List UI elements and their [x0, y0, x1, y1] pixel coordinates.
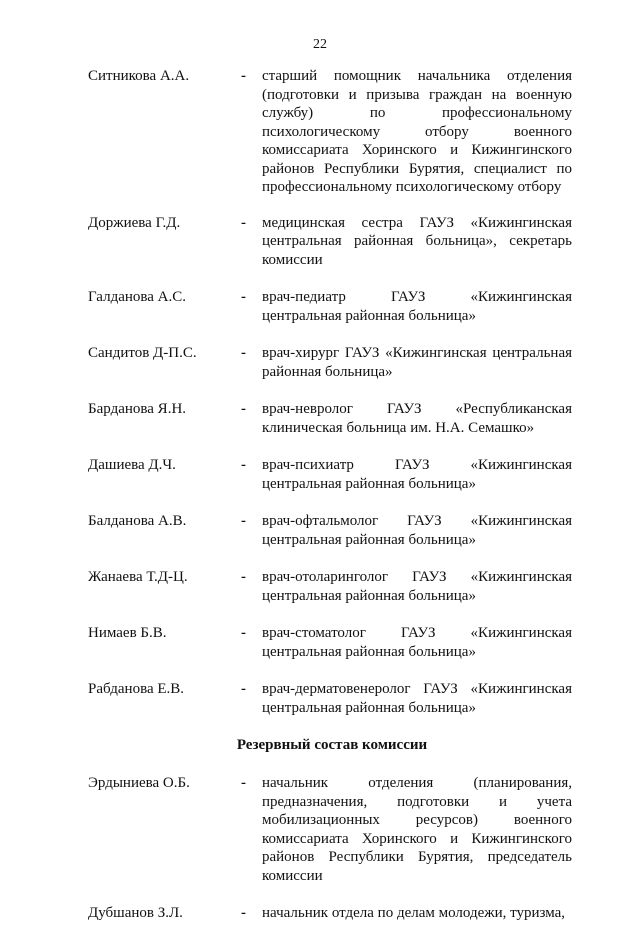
member-entry [0, 456, 640, 493]
member-name: Балданова А.В. [88, 513, 187, 529]
member-entry [0, 288, 640, 325]
dash-separator: - [241, 681, 246, 697]
dash-separator: - [241, 289, 246, 305]
member-position: врач-дерматовенеролог ГАУЗ «Кижингинская центральная районная больница» [262, 681, 572, 716]
member-name: Нимаев Б.В. [88, 625, 167, 641]
member-entry [0, 67, 640, 197]
dash-separator: - [241, 457, 246, 473]
member-entry [0, 624, 640, 661]
reserve-member-entry [0, 774, 640, 885]
dash-separator: - [241, 905, 246, 921]
member-position: врач-отоларинголог ГАУЗ «Кижингинская центральная районная больница» [262, 569, 572, 604]
member-position: начальник отдела по делам молодежи, туризма, [262, 905, 566, 921]
member-name: Жанаева Т.Д-Ц. [88, 569, 188, 585]
member-name: Ситникова А.А. [88, 68, 190, 84]
member-position: врач-хирург ГАУЗ «Кижингинская центральная районная больница» [262, 345, 572, 380]
dash-separator: - [241, 775, 246, 791]
member-position: старший помощник начальника отделения (подготовки и призыва граждан на военную службу) по профессиональному психологическому отбору военного комиссариата Хоринского и Кижингинского районов Республики Бурятия, специалист по профессиональному психологическому отбору [262, 68, 572, 195]
member-name: Галданова А.С. [88, 289, 187, 305]
member-position: врач-офтальмолог ГАУЗ «Кижингинская центральная районная больница» [262, 513, 572, 548]
reserve-section-title: Резервный состав комиссии [236, 737, 428, 753]
member-name: Барданова Я.Н. [88, 401, 187, 417]
member-position: врач-педиатр ГАУЗ «Кижингинская центральная районная больница» [262, 289, 572, 324]
member-name: Дубшанов З.Л. [88, 905, 183, 921]
reserve-member-entry [0, 904, 640, 924]
member-entry [0, 680, 640, 717]
member-name: Дашиева Д.Ч. [88, 457, 176, 473]
member-entry [0, 400, 640, 437]
member-entry [0, 214, 640, 270]
dash-separator: - [241, 625, 246, 641]
commission-list [0, 67, 640, 943]
member-name: Рабданова Е.В. [88, 681, 185, 697]
dash-separator: - [241, 68, 246, 84]
member-entry [0, 568, 640, 605]
member-position: начальник отделения (планирования, предназначения, подготовки и учета мобилизационных ресурсов) военного комиссариата Хоринского и Кижингинского районов Республики Бурятия, председатель комиссии [262, 775, 572, 884]
member-position: врач-психиатр ГАУЗ «Кижингинская центральная районная больница» [262, 457, 572, 492]
member-entry [0, 512, 640, 549]
dash-separator: - [241, 214, 246, 231]
member-name: Сандитов Д-П.С. [88, 345, 197, 361]
page-number: 22 [313, 37, 327, 52]
member-name: Доржиева Г.Д. [88, 214, 181, 231]
dash-separator: - [241, 401, 246, 417]
member-position: врач-невролог ГАУЗ «Республиканская клиническая больница им. Н.А. Семашко» [262, 401, 572, 436]
dash-separator: - [241, 513, 246, 529]
dash-separator: - [241, 345, 246, 361]
member-name: Эрдыниева О.Б. [88, 775, 190, 791]
dash-separator: - [241, 569, 246, 585]
member-entry [0, 344, 640, 381]
member-position: врач-стоматолог ГАУЗ «Кижингинская центральная районная больница» [262, 625, 572, 660]
member-position: медицинская сестра ГАУЗ «Кижингинская центральная районная больница», секретарь комиссии [262, 214, 572, 268]
